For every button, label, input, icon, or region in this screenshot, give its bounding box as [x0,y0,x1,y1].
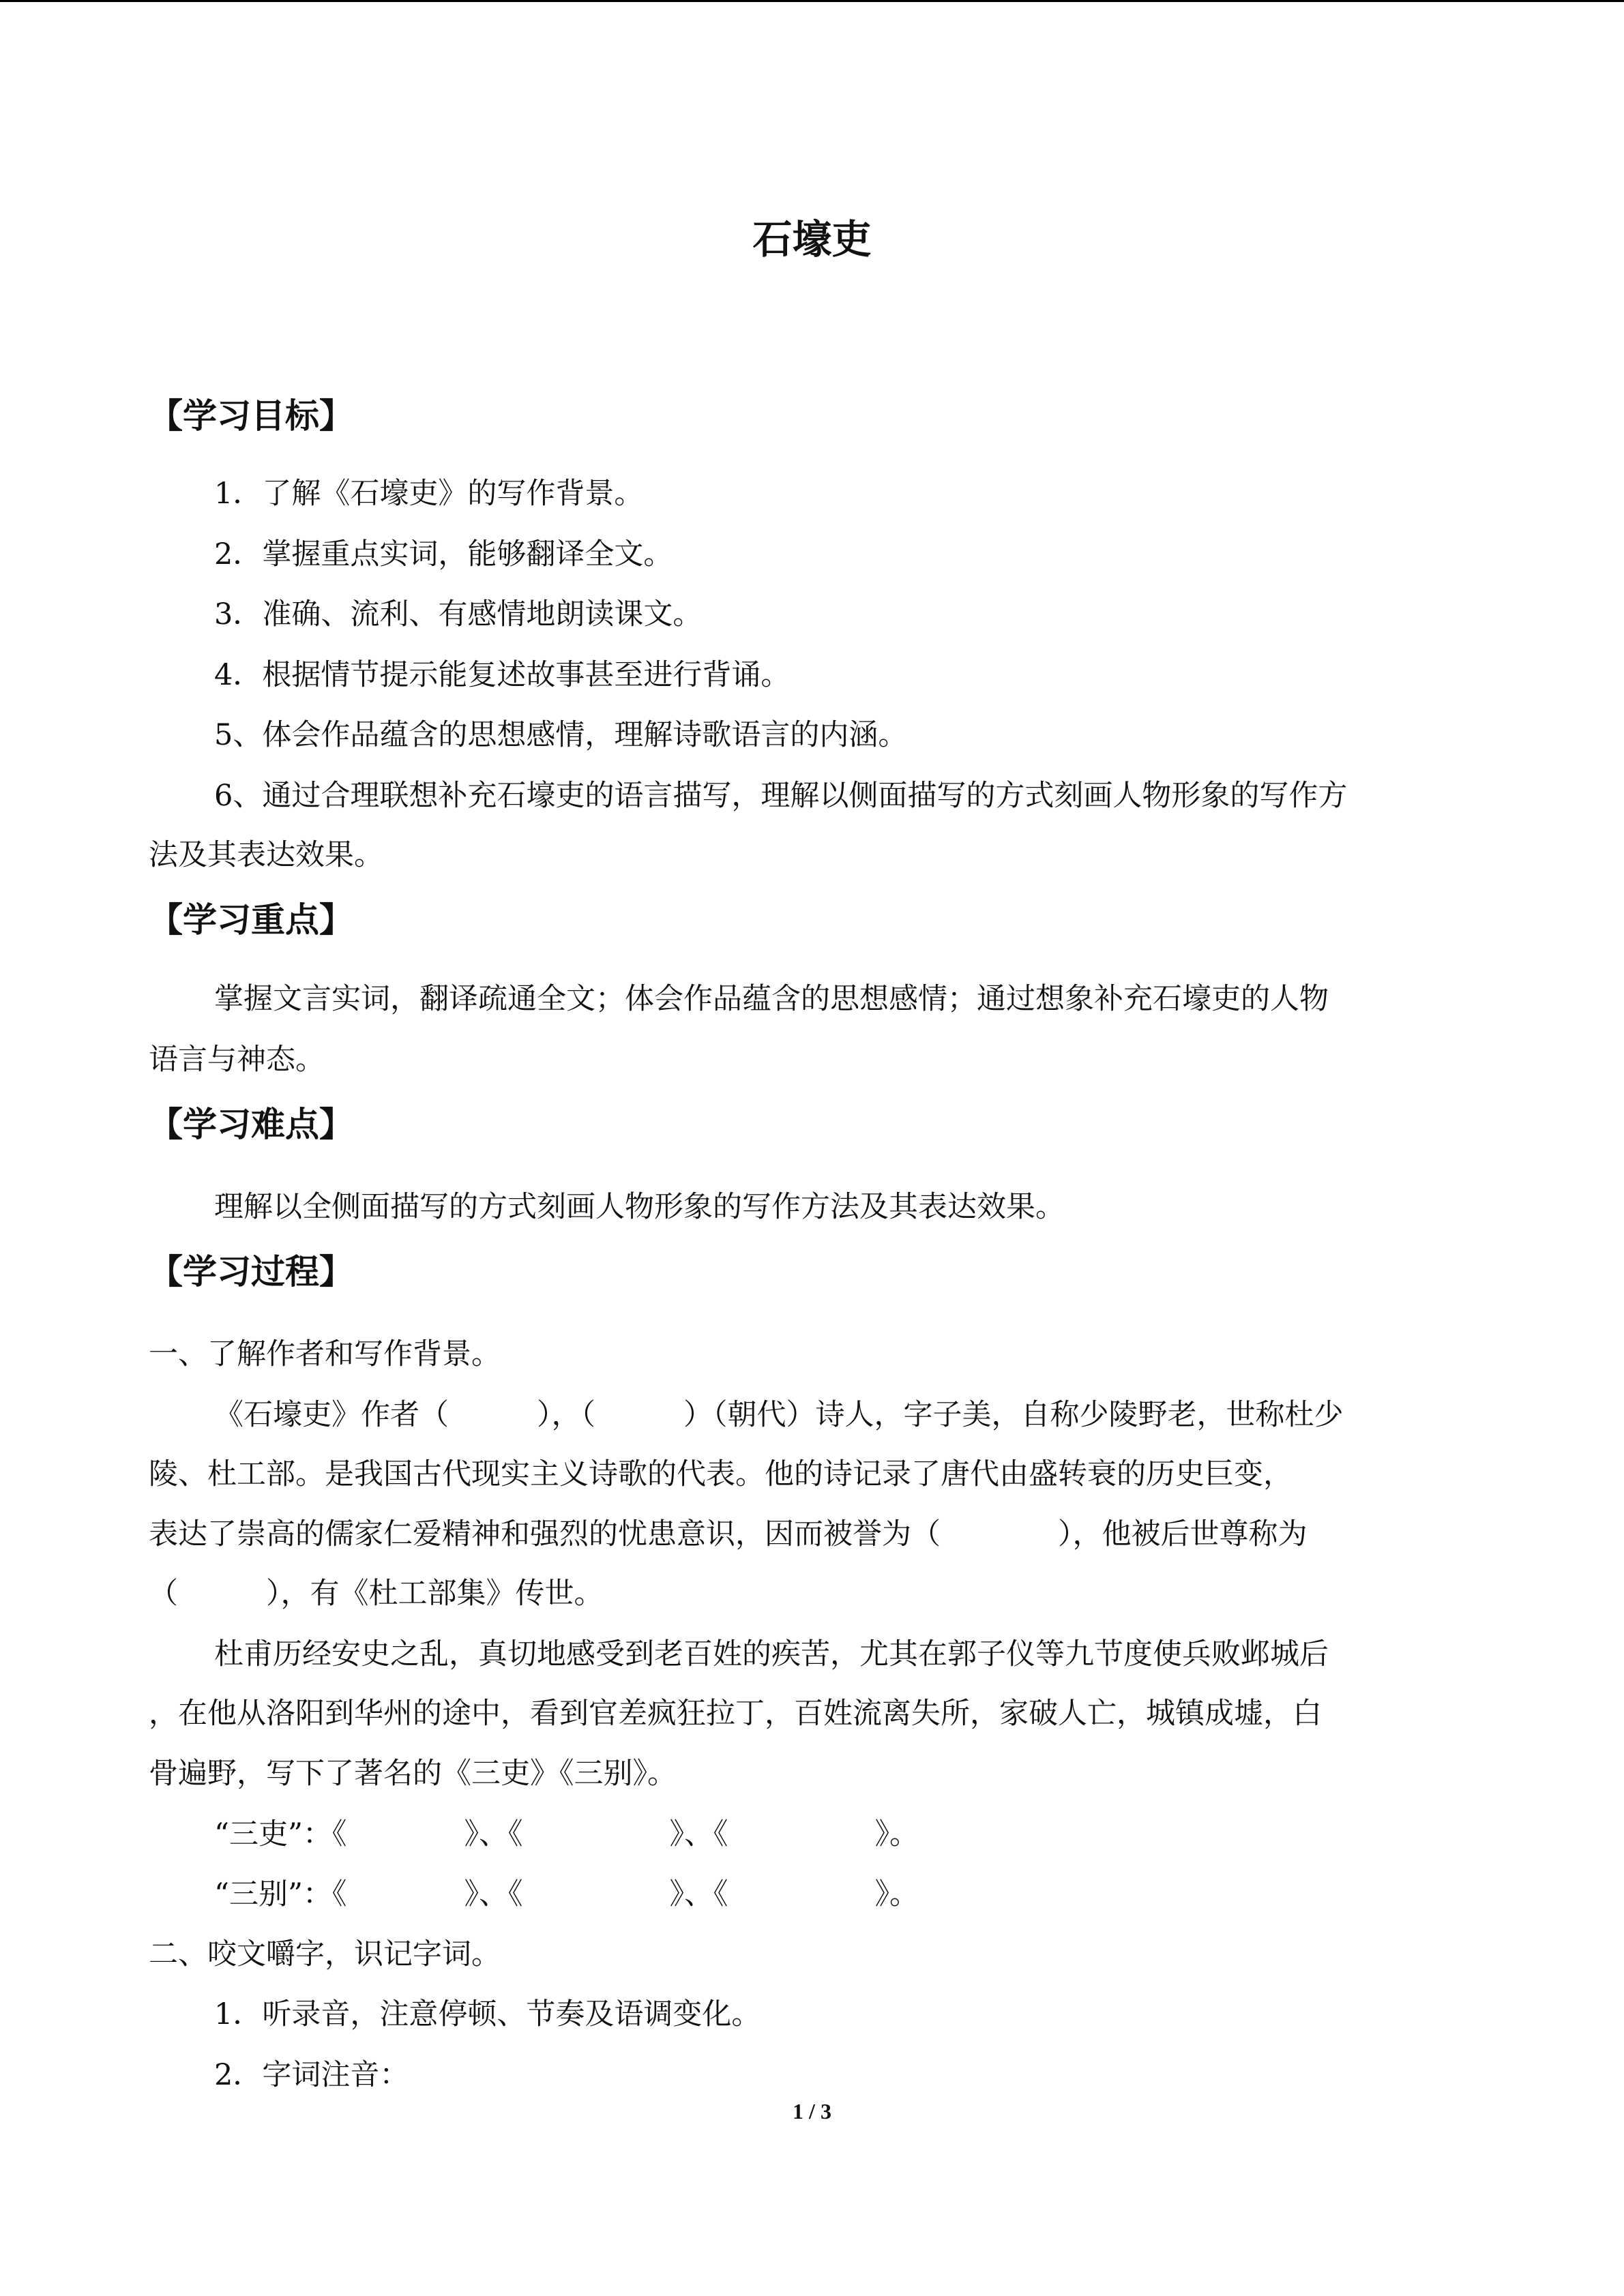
key-point-line-2: 语言与神态。 [149,1043,325,1077]
section-heading-difficulties: 【学习难点】 [149,1105,353,1144]
process-part1-title: 一、了解作者和写作背景。 [149,1337,501,1371]
difficulty-line-1: 理解以全侧面描写的方式刻画人物形象的写作方法及其表达效果。 [214,1190,1065,1224]
document-title: 石壕吏 [752,216,872,263]
section-heading-process: 【学习过程】 [149,1252,353,1292]
author-fill-line-3: 表达了崇高的儒家仁爱精神和强烈的忧患意识，因而被誉为（ ），他被后世尊称为 [149,1517,1308,1551]
author-fill-line-1: 《石壕吏》作者（ ），（ ）（朝代）诗人，字子美，自称少陵野老，世称杜少 [214,1398,1344,1432]
background-line-3: 骨遍野，写下了著名的《三吏》《三别》。 [149,1757,677,1791]
objective-item-1: 1．了解《石壕吏》的写作背景。 [214,477,644,511]
background-line-2: ，在他从洛阳到华州的途中，看到官差疯狂拉丁，百姓流离失所，家破人亡，城镇成墟，白 [149,1697,1322,1731]
objective-item-5: 5、体会作品蕴含的思想感情，理解诗歌语言的内涵。 [214,718,908,752]
background-line-1: 杜甫历经安史之乱，真切地感受到老百姓的疾苦，尤其在郭子仪等九节度使兵败邺城后 [214,1637,1329,1671]
part2-item-1: 1．听录音，注意停顿、节奏及语调变化。 [214,1997,761,2031]
objective-item-6-continued: 法及其表达效果。 [149,838,383,872]
section-heading-key-points: 【学习重点】 [149,900,353,940]
objective-item-3: 3．准确、流利、有感情地朗读课文。 [214,597,703,631]
process-part2-title: 二、咬文嚼字，识记字词。 [149,1937,501,1971]
part2-item-2: 2．字词注音： [214,2058,409,2092]
author-fill-line-2: 陵、杜工部。是我国古代现实主义诗歌的代表。他的诗记录了唐代由盛转衰的历史巨变， [149,1457,1293,1491]
three-officials-fill: “三吏”：《 》、《 》、《 》。 [214,1817,919,1851]
key-point-line-1: 掌握文言实词，翻译疏通全文；体会作品蕴含的思想感情；通过想象补充石壕吏的人物 [214,982,1329,1016]
objective-item-2: 2．掌握重点实词，能够翻译全文。 [214,537,673,571]
section-heading-objectives: 【学习目标】 [149,396,353,436]
author-fill-line-4: （ ），有《杜工部集》传世。 [149,1577,604,1611]
objective-item-4: 4．根据情节提示能复述故事甚至进行背诵。 [214,658,791,692]
page-number: 1 / 3 [793,2099,831,2123]
three-partings-fill: “三别”：《 》、《 》、《 》。 [214,1877,919,1911]
page-top-border [0,0,1624,2]
objective-item-6: 6、通过合理联想补充石壕吏的语言描写，理解以侧面描写的方式刻画人物形象的写作方 [214,779,1348,813]
